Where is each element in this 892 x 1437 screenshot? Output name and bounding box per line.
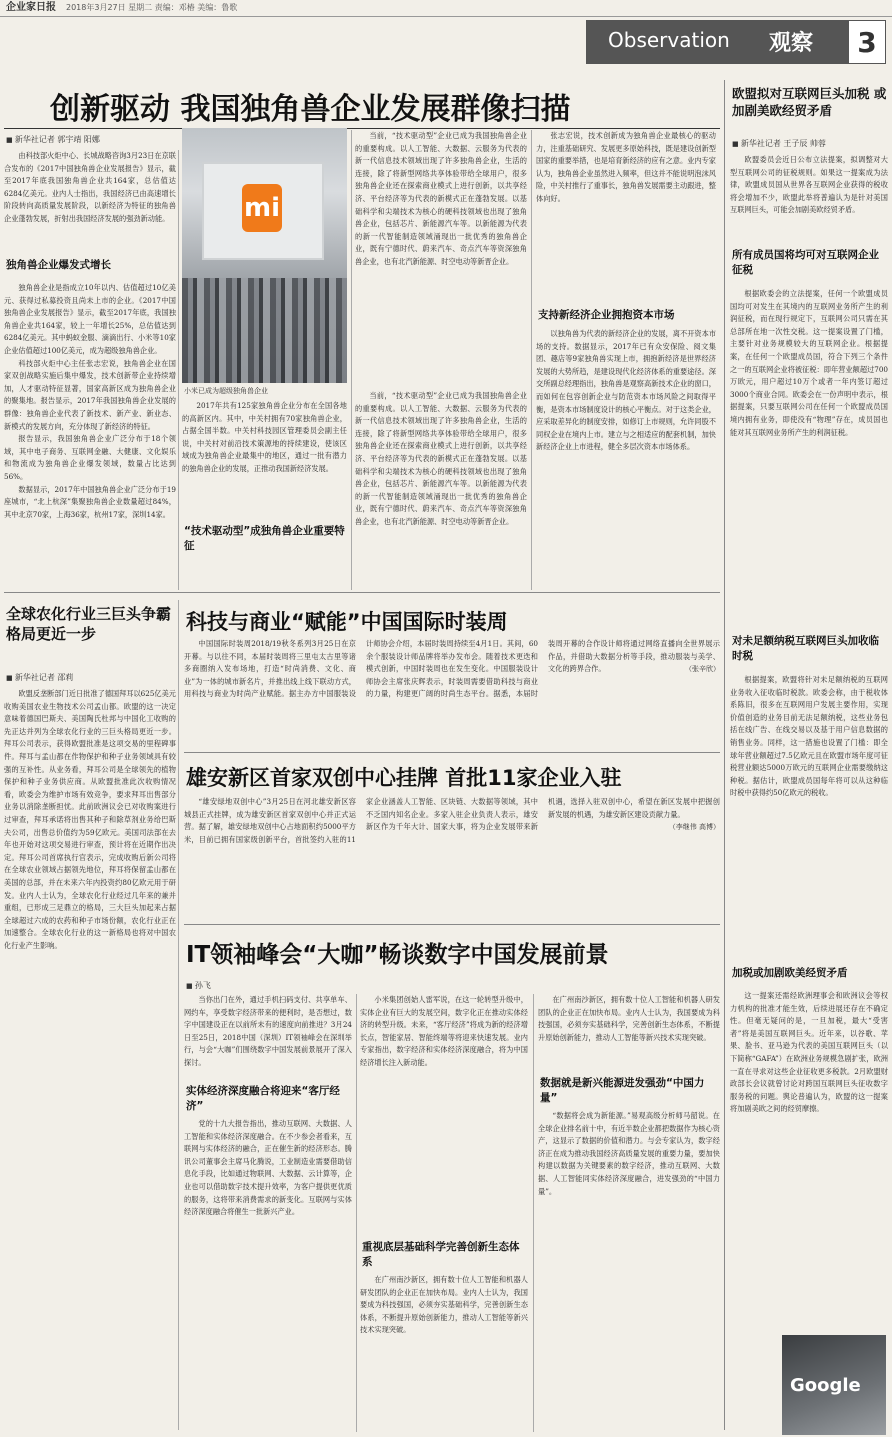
main-col-1-body (4, 282, 176, 582)
it-col2-text: 小米集团创始人雷军说，在这一轮转型升级中，实体企业有巨大的发展空间，数字化正在推动实体经济的转型升级。未来，“客厅经济”将成为新的经济增长点，智能家居、智能终端等将迎来快速发展。业内专家指出，数字经济和实体经济深度融合，将为中国经济增长注入新动能。 (360, 995, 528, 1067)
eu-tax-intro (730, 154, 888, 246)
xiongan-bottom-rule (184, 924, 720, 925)
eu-tax-subhead-2: 对未足额纳税互联网巨头加收临时税 (732, 635, 879, 662)
main-subhead-1: 独角兽企业爆发式增长 (6, 259, 111, 271)
section-name-cn: 观察 (769, 31, 814, 56)
agri-text: 欧盟反垄断部门近日批准了德国拜耳以625亿美元收购美国农业生物技术公司孟山都。欧盟的这一决定意味着德国巴斯夫、美国陶氏杜邦与中国化工收购的先正达并列为全球农化行业的三巨头格局更近一步。拜耳公司表示，获得欧盟批准是这项交易的里程碑事件。拜耳与孟山都在作物保护和种子业务领域具有较强的互补性。从业务看，拜耳公司是全球领先的植物保护和种子业务供应商。从欧盟批准此次收购情况看，欧委会为维护市场有效竞争，要求拜耳出售部分业务以消除垄断担忧。此前欧洲议会已对收购案进行过审查，拜耳承诺将出售其种子和除草剂业务给巴斯夫公司，出售总价值约为59亿欧元。美国司法部在去年也开始对这项交易进行审查，预计将在近期作出决定。拜耳公司首席执行官表示，完成收购后新公司将在全球农业领域占据领先地位，拜耳将保留孟山都在美国的总部，并在未来六年内投资约80亿欧元用于研发。业内人士认为，全球农化行业经过几年来的兼并重组，已形成三足鼎立的格局，三大巨头加起来占据全球超过六成的农药和种子市场份额，农化行业正在加速整合。全球农化行业的这一新格局也将对中国农化行业产生影响。 (4, 689, 176, 950)
page-number: 3 (848, 20, 886, 64)
it-col3-top-text: 在广州南沙新区，拥有数十位人工智能和机器人研发团队的企业正在加快布局。业内人士认为，我国要成为科技强国，必须夯实基础科学，完善创新生态体系，不断提升原始创新能力，推动人工智能等新兴技术实现突破。 (538, 995, 720, 1042)
xiaomi-store-photo (182, 128, 347, 383)
fashion-text: 中国国际时装周2018/19秋冬系列3月25日在京开幕。与以往不同，本届时装周将三里屯太古里等诸多商圈纳入发布场地，打造“时尚消费、文化、商业”为一体的城市新名片，并推出线上线下联动方式，用科技与商业为时尚产业赋能。据主办方中国服装设计师协会介绍，本届时装周持续至4月1日。其间，60余个服装设计师品牌将举办发布会。随着技术更迭和模式创新，中国时装周也在发生变化。中国服装设计师协会主席张庆辉表示，时装周需要借助科技与商业的力量，构建更广阔的时尚生态平台。据悉，本届时装周开幕的合作设计师将通过网络直播向全世界展示作品，并借助大数据分析等手段，推动服装与美学、文化的跨界合作。 （张辛欣） (184, 639, 720, 699)
main-col-4-body (536, 328, 716, 584)
fashion-headline: 科技与商业“赋能”中国国际时装周 (186, 610, 508, 634)
agri-byline: ■ 新华社记者 邵莉 (6, 672, 73, 683)
crowd-shape (182, 278, 347, 383)
eu-tax-headline: 欧盟拟对互联网巨头加税 或加剧美欧经贸矛盾 (732, 86, 887, 118)
main-col2-text: 2017年共有125家独角兽企业分布在全国各地的高新区内。其中，中关村拥有70家独角兽企业，占据全国半数。中关村科技园区管理委员会副主任说，中关村对前沿技术策源地的持续建设，使该区域成为独角兽企业最集中的地区，通过一批有潜力的独角兽企业的发展，正推动我国新经济发展。 (182, 401, 347, 473)
eu-tax-body-1 (730, 288, 888, 626)
eu-tax-text-3: 这一提案还需经欧洲理事会和欧洲议会等权力机构的批准才能生效，后续进展还存在不确定性。但毫无疑问的是，一旦加税，最大“受害者”将是美国互联网巨头。近年来，以谷歌、苹果、脸书、亚马逊为代表的美国互联网巨头（以下简称“GAFA”）在欧洲业务规模急剧扩张，欧洲一直在寻求对这些企业征收更多税款。2月欧盟财政部长会议就曾讨论对跨国互联网巨头征收数字服务税的问题。舆论普遍认为，欧盟的这一提案将加剧美欧之间的经贸摩擦。 (730, 991, 888, 1114)
it-subhead-2: 重视底层基础科学完善创新生态体系 (362, 1241, 520, 1268)
main-lead: 由科技部火炬中心、长城战略咨询3月23日在京联合发布的《2017中国独角兽企业发展报告》显示，截至2017年底我国独角兽企业共164家，总估值达6284亿美元。业内人士指出，我国经济已由高速增长阶段转向高质量发展阶段，以新经济为特征的独角兽企业蓬勃发展，折射出我国经济发展的强劲新动能。 (4, 151, 176, 223)
it-col-1-body (184, 1118, 352, 1432)
it-col1-text: 党的十九大报告指出，推动互联网、大数据、人工智能和实体经济深度融合。在不少参会者看来，互联网与实体经济的融合，正在催生新的经济形态。腾讯公司董事会主席马化腾说，工业制造业需要借助信息化手段，比如通过物联网、大数据、云计算等，企业也可以借助数字技术提升效率，为客户提供更优质的服务，这将带来消费需求的新变化。互联网与实体经济深度融合将催生一批新兴产业。 (184, 1119, 352, 1217)
main-body-2: 科技部火炬中心主任张志宏说，独角兽企业在国家双创战略实施后集中爆发，技术创新带企业持续增加，人才驱动特征显著，国家高新区成为独角兽企业的聚集地。报告显示，2017年我国独角兽企业发展的群像：独角兽企业代表了新技术、新产业、新业态、新模式的发展方向，充分体现了新经济的特征。 (4, 358, 176, 431)
main-col-3-body (355, 390, 527, 586)
eu-tax-subhead-1: 所有成员国将均可对互联网企业征税 (732, 249, 879, 276)
col-divider-1 (178, 150, 179, 590)
it-summit-byline: ■ 孙飞 (186, 980, 211, 991)
main-col-4-top (536, 130, 716, 308)
mi-logo-icon: mi (242, 184, 282, 232)
main-col4-text: 张志宏说，技术创新成为独角兽企业最核心的驱动力，注重基础研究、发展更多原始科技，既是建设创新型国家的重要举措，也是培育新经济的应有之意。业内专家认为，独角兽企业虽然进入频率，但这并不能说明泡沫风险，中关村推行了重事长，独角兽发展需要主动跟进，整体向好。 (536, 131, 716, 203)
sidebar-divider (724, 80, 725, 1430)
it-divider-2 (533, 994, 534, 1432)
main-subhead-2: “技术驱动型”成独角兽企业重要特征 (184, 525, 345, 552)
eu-tax-subhead-3: 加税或加剧欧美经贸矛盾 (732, 967, 848, 979)
fashion-body (184, 638, 720, 748)
it-col-2-lower (360, 1274, 528, 1432)
it-col-3-top (538, 994, 720, 1072)
it-subhead-1: 实体经济深度融合将迎来“客厅经济” (186, 1085, 340, 1112)
eu-tax-intro-text: 欧盟委员会近日公布立法提案，拟调整对大型互联网公司的征税规则。如果这一提案成为法律，欧盟成员国从世界各互联网企业获得的税收将会增加不少，欧盟此举将普遍认为是针对美国互联网巨头，可能会加剧美欧经贸矛盾。 (730, 155, 888, 215)
google-photo (782, 1335, 886, 1435)
main-body-1: 独角兽企业是指成立10年以内、估值超过10亿美元、获得过私募投资且尚未上市的企业。《2017中国独角兽企业发展报告》显示，截至2017年底，我国独角兽企业共164家，较上一年增长25%，总估值达到6284亿美元。其中蚂蚁金服、滴滴出行、小米等10家企业估值超过100亿美元，成为超级独角兽企业。 (4, 283, 176, 355)
main-col-3-top (355, 130, 527, 266)
main-body-3: 报告显示，我国独角兽企业广泛分布于18个领域，其中电子商务、互联网金融、大健康、文化娱乐和物流成为独角兽企业爆发领域，数量占比达到56%。 (4, 434, 176, 481)
it-col3-text: 在广州南沙新区，拥有数十位人工智能和机器人研发团队的企业正在加快布局。业内人士认为，我国要成为科技强国，必须夯实基础科学，完善创新生态体系，不断提升原始创新能力，推动人工智能等新兴技术实现突破。 (360, 1275, 528, 1335)
col-divider-2 (351, 130, 352, 590)
section-banner (586, 20, 886, 64)
it-col-1-intro (184, 994, 352, 1080)
main-bottom-rule (4, 592, 720, 593)
main-col-2-body (182, 400, 347, 518)
eu-tax-text-2: 根据提案，欧盟将针对未足额纳税的互联网业务收入征收临时税款。欧委会称，由于税收体系陈旧，很多在互联网用户发展主要作用，实现价值创造的业务目前无法足额纳税，这些业务包括在线广告、在线交易以及基于用户信息数据的销售业务。同样，这一措施也设置了门槛：即全球年营业额超过7.5亿欧元且在欧盟市场年度可征税营业额达5000万欧元的互联网企业需要缴纳这种税。据估计，欧盟成员国每年将可以从这种临时税中获得约50亿欧元的税收。 (730, 675, 888, 798)
main-col3-text-top: 当前，“技术驱动型”企业已成为我国独角兽企业的重要构成。以人工智能、大数据、云服务为代表的新一代信息技术领域出现了许多独角兽企业，生活的连接，除了将新型网络共享体验带给全球用户，很多独角兽企业还在探索商业模式上进行创新，以共享经济、平台经济等为代表的新模式正在蓬勃发展。以基础科学和尖端技术为核心的硬科技领域也出现了独角兽企业，包括芯片、新能源汽车等。以新能源为代表的新一代智能制造领域涌现出一批优秀的独角兽企业，既有宁德时代、蔚来汽车、奇点汽车等资深独角兽企业，也有北汽新能源、时空电动等新晋企业。 (355, 131, 527, 266)
google-sign: Google (790, 1375, 861, 1396)
main-body-4: 数据显示，2017年中国独角兽企业广泛分布于19座城市，“北上杭深”集聚独角兽企业数量超过84%，其中北京70家，上海36家，杭州17家，深圳14家。 (4, 484, 176, 519)
masthead (0, 0, 892, 17)
eu-tax-body-2 (730, 674, 888, 964)
main-col3-text: 当前，“技术驱动型”企业已成为我国独角兽企业的重要构成。以人工智能、大数据、云服务为代表的新一代信息技术领域出现了许多独角兽企业，生活的连接，除了将新型网络共享体验带给全球用户，很多独角兽企业还在探索商业模式上进行创新，以共享经济、平台经济等为代表的新模式正在蓬勃发展。以基础科学和尖端技术为核心的硬科技领域也出现了独角兽企业，包括芯片、新能源汽车等。以新能源为代表的新一代智能制造领域涌现出一批优秀的独角兽企业，既有宁德时代、蔚来汽车、奇点汽车等资深独角兽企业，也有北汽新能源、时空电动等新晋企业。 (355, 391, 527, 526)
main-headline: 创新驱动 我国独角兽企业发展群像扫描 (50, 92, 571, 127)
it-summit-headline: IT领袖峰会“大咖”畅谈数字中国发展前景 (186, 942, 609, 968)
it-col-3-body (538, 1110, 720, 1432)
issue-meta: 2018年3月27日 星期二 责编：邓椿 美编：鲁歌 (66, 3, 238, 12)
eu-tax-body-3 (730, 990, 888, 1330)
main-subhead-3: 支持新经济企业拥抱资本市场 (538, 309, 675, 321)
eu-tax-text-1: 根据欧委会的立法提案，任何一个欧盟成员国均可对发生在其境内的互联网业务所产生的利润征税，而在现行规定下，互联网公司只需在其总部所在地一次性交税。这一提案设置了门槛，主要针对业务规模较大的互联网企业。根据提案，在任何一个欧盟成员国，符合下列三个条件之一的互联网企业将被征税：即年营业额超过700万欧元，用户超过10万个或者一年内签订超过3000个商业合同。欧委会在一份声明中表示，根据提案，只要互联网公司在任何一个欧盟成员国境内拥有业务，即使没有“物理”存在，成员国也能对其互联网业务所产生的利润征税。 (730, 289, 888, 437)
it-intro: 当你出门在外，通过手机扫码支付、共享单车、网约车，享受数字经济带来的便利时，是否想过，数字中国建设正在以前所未有的速度向前推进？3月24日至25日，2018中国（深圳）IT领袖峰会在深圳举行，与会“大咖”们围绕数字中国发展前景展开了深入探讨。 (184, 995, 352, 1067)
paper-name: 企业家日报 (6, 2, 56, 13)
fashion-bottom-rule (184, 752, 720, 753)
agri-divider (178, 600, 179, 1430)
xiongan-body (184, 796, 720, 916)
xiongan-credit: （李继伟 高博） (668, 823, 720, 832)
xiongan-text: “雄安绿地双创中心”3月25日在河北雄安新区容城县正式挂牌，成为雄安新区首家双创中心并正式运营。据了解，雄安绿地双创中心占地面积约5000平方米，目前已拥有国家级创新平台，首批签约入驻的11家企业涵盖人工智能、区块链、大数据等领域，其中不乏国内知名企业。多家入驻企业负责人表示，雄安新区作为千年大计、国家大事，将为企业发展带来新机遇，选择入驻双创中心，希望在新区发展中把握创新发展的机遇，为雄安新区建设贡献力量。 （李继伟 高博） (184, 797, 720, 844)
it-divider-1 (356, 994, 357, 1432)
it-col-2-body (360, 994, 528, 1234)
main-col4-text2: 以独角兽为代表的新经济企业的发展，离不开资本市场的支持。数据显示，2017年已有众安保险、阅文集团、趣店等9家独角兽实现上市，拥抱新经济是世界经济发展的大势所趋，是建设现代化经济体系的重要途径。深交所副总经理指出，独角兽是观察高新技术企业的窗口，而如何在包容创新企业与防范资本市场风险之间取得平衡，是资本市场制度设计的核心平衡点。对于这类企业，应采取差异化的制度安排，如修订上市规则，允许同股不同权企业在境内上市。建立与之相适应的配套机制，加快新经济企业上市进程，健全多层次资本市场体系。 (536, 329, 716, 452)
main-byline: ■ 新华社记者 郭宇靖 阳娜 (6, 134, 100, 145)
it-col4-text: “数据将会成为新能源。”易观高级分析师马韶说。在全球企业排名前十中，有近半数企业都把数据作为核心资产，这显示了数据的价值和潜力。与会专家认为，数字经济正在成为推动我国经济高质量发展的重要力量，要加快构建以数据为关键要素的数字经济，推动互联网、大数据、人工智能同实体经济深度融合，进发强劲的“中国力量”。 (538, 1111, 720, 1196)
eu-tax-byline: ■ 新华社记者 王子辰 帅蓉 (732, 138, 826, 149)
section-name-en: Observation (608, 28, 730, 52)
it-subhead-3: 数据就是新兴能源进发强劲“中国力量” (540, 1077, 705, 1104)
fashion-credit: （张辛欣） (685, 665, 720, 674)
col-divider-3 (531, 130, 532, 590)
agri-body (4, 688, 176, 1433)
agri-headline: 全球农化行业三巨头争霸格局更近一步 (6, 605, 172, 644)
photo-caption: 小米已成为超级独角兽企业 (184, 387, 268, 395)
headline-rule (4, 128, 720, 129)
store-sign (202, 162, 324, 260)
xiongan-headline: 雄安新区首家双创中心挂牌 首批11家企业入驻 (186, 766, 622, 790)
